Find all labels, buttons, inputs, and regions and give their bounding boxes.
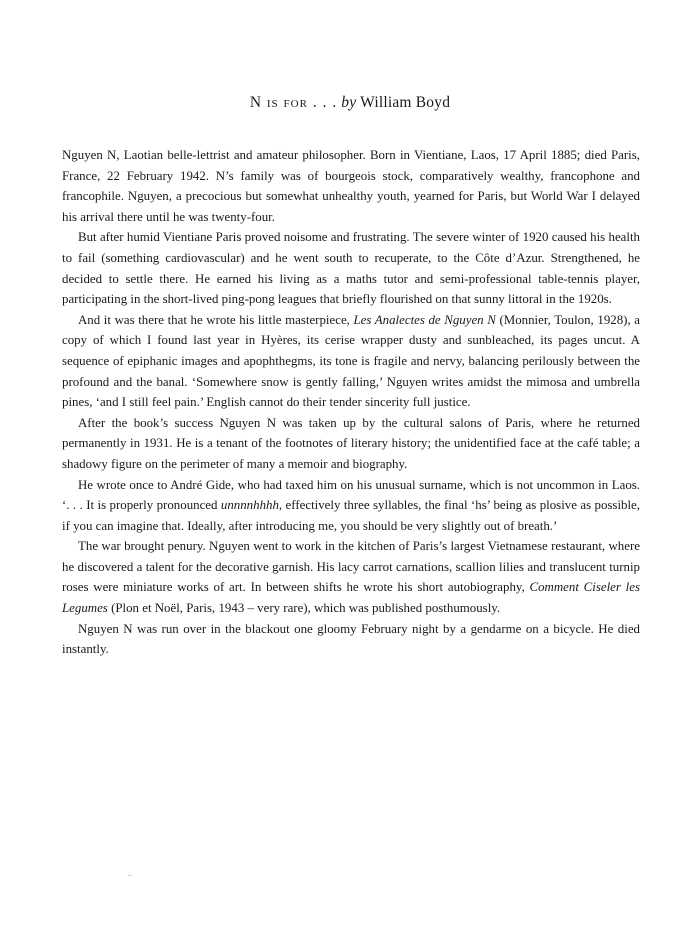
paragraph [62,619,640,660]
paragraph-text: The war brought penury. Nguyen went to work in the kitchen of Paris’s largest Vietnamese restaurant, where he discovered a talent for the decorative garnish. His lacy carrot carnations, scallion lilies and translucent turnip roses were miniature works of art. In between shifts he wrote his short autobiography, [62,539,640,595]
byline-by: by [341,94,357,111]
paragraph [62,475,640,537]
book-title: Comment Ciseler les Legumes [62,580,640,616]
book-title: Les Analectes de Nguyen N [353,312,496,327]
paragraph-text: Nguyen N was run over in the blackout one gloomy February night by a gendarme on a bicycle. He died instantly. [62,621,640,657]
paragraph [62,145,640,227]
paragraph-text: But after humid Vientiane Paris proved noisome and frustrating. The severe winter of 1920 caused his health to fail (something cardiovascular) and he went south to recuperate, to the Côte d’Azur. Strengthened, he decided to settle there. He earned his living as a maths tutor and semi-professional table-tennis player, participating in the short-lived ping-pong leagues that briefly flourished on that sunny littoral in the 1920s. [62,230,640,307]
paragraph-text: (Monnier, Toulon, 1928), a copy of which I found last year in Hyères, its cerise wrapper dusty and sunbleached, its pages uncut. A sequence of epiphanic images and apophthegms, its tone is fragile and nervy, balancing perilously between the profound and the banal. ‘Somewhere snow is gently falling,’ Nguyen writes amidst the mimosa and umbrella pines, ‘and I still feel pain.’ English cannot do their tender sincerity full justice. [62,312,640,410]
paragraph-text: (Plon et Noël, Paris, 1943 – very rare), which was published posthumously. [107,601,501,616]
paragraph [62,310,640,413]
paragraph [62,227,640,309]
emphasis-text: unnnnhhhh [220,498,279,513]
paragraph-text: , effectively three syllables, the final ‘hs’ being as plosive as possible, if you can imagine that. Ideally, after introducing me, you should be very slightly out of breath.’ [62,498,640,533]
author-name: William Boyd [360,94,451,111]
paragraph [62,536,640,618]
paragraph-text: He wrote once to André Gide, who had taxed him on his unusual surname, which is not uncommon in Laos. ‘. . . It is properly pronounced [62,477,640,513]
page-mark [128,875,132,876]
article-body [62,145,640,660]
paragraph-text: And it was there that he wrote his little masterpiece, [78,312,354,327]
page-title [0,94,700,112]
paragraph-text: After the book’s success Nguyen N was taken up by the cultural salons of Paris, where he returned permanently in 1931. He is a tenant of the footnotes of literary history; the unidentified face at the café table; a shadowy figure on the perimeter of many a memoir and biography. [62,415,640,471]
paragraph-text: Nguyen N, Laotian belle-lettrist and amateur philosopher. Born in Vientiane, Laos, 17 April 1885; died Paris, France, 22 February 1942. N’s family was of bourgeois stock, comparatively wealthy, francophone and francophile. Nguyen, a precocious but somewhat unhealthy youth, yearned for Paris, but World War I delayed his arrival there until he was twenty-four. [62,148,640,224]
title-text: N is for . . . [249,94,338,111]
paragraph [62,413,640,475]
